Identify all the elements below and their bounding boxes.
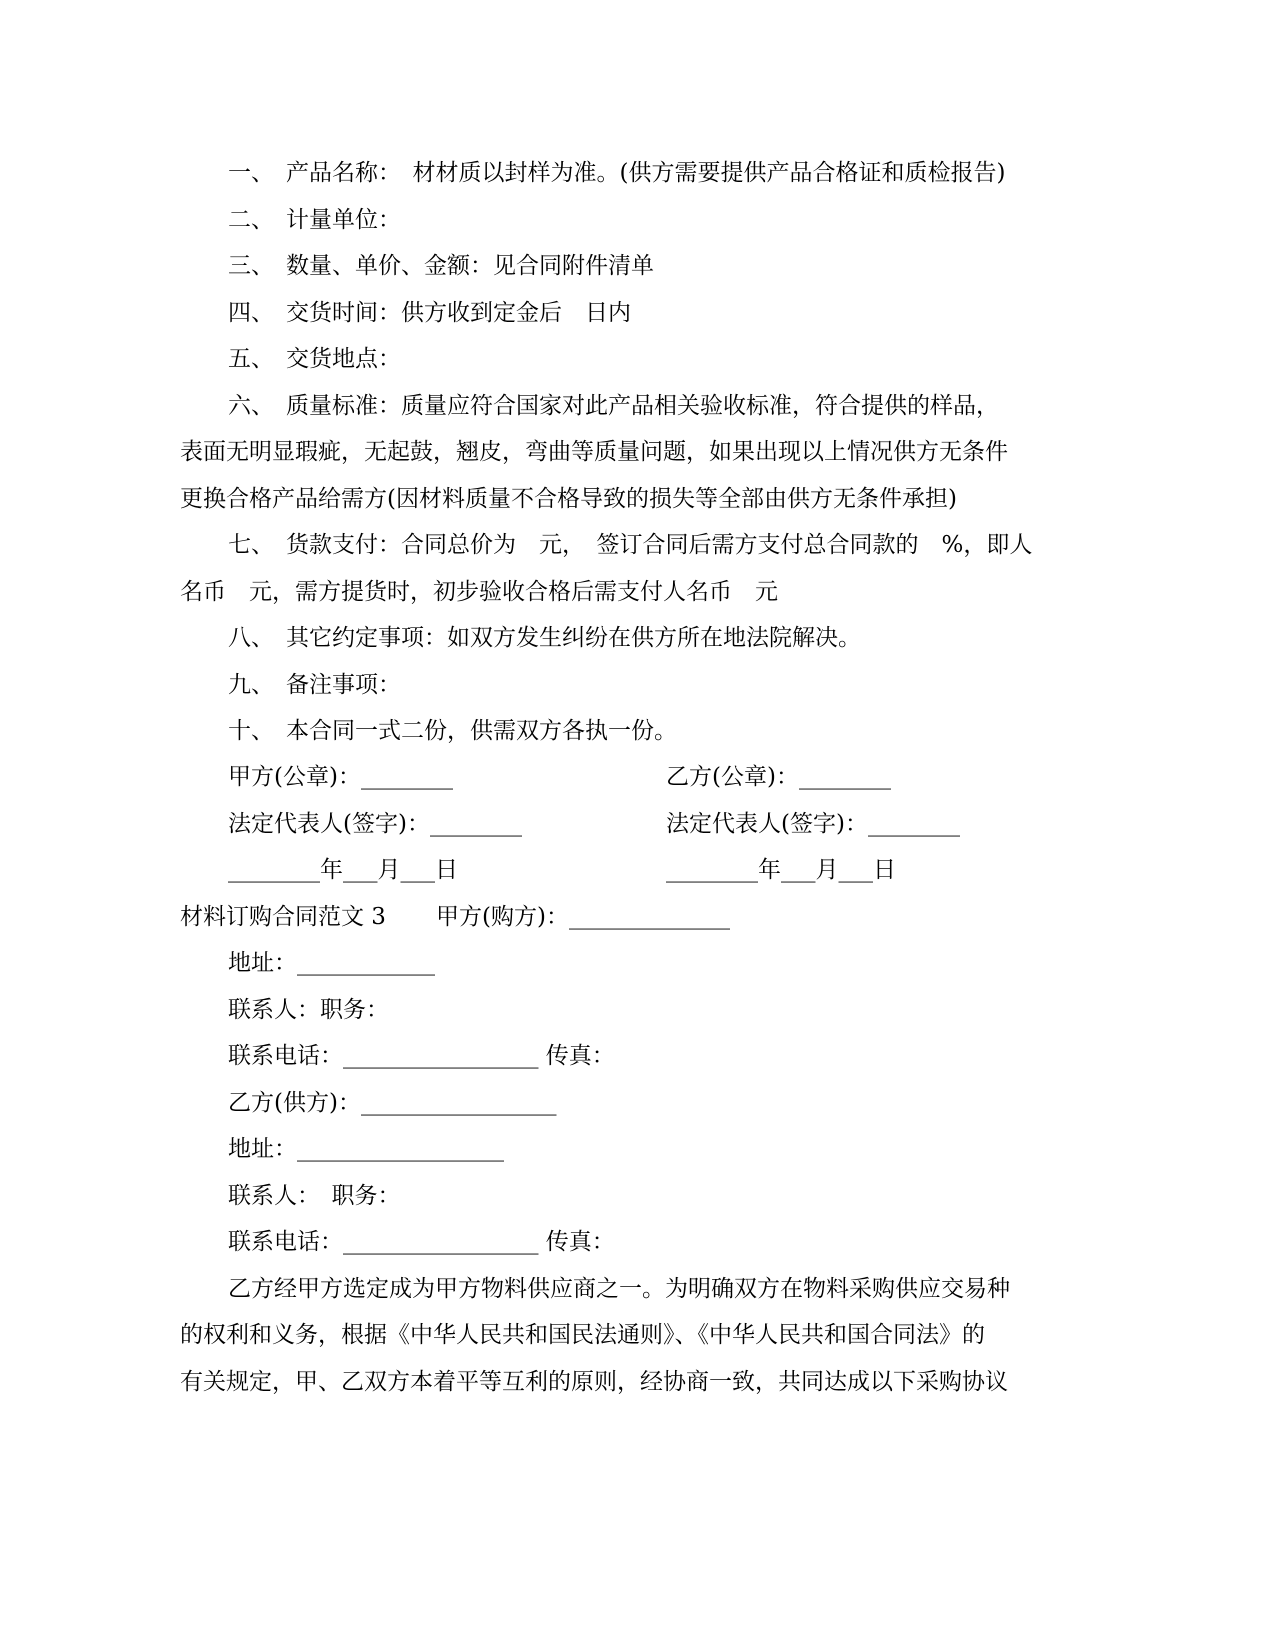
seller-address: 地址：__________________ — [228, 1136, 504, 1162]
intro-paragraph-line: 的权利和义务，根据《中华人民共和国民法通则》、《中华人民共和国合同法》的 — [180, 1322, 985, 1348]
party-a-representative: 法定代表人(签字)：________ — [228, 811, 522, 837]
clause-4 — [228, 298, 631, 328]
clause-7-continuation: 名币 元，需方提货时，初步验收合格后需支付人名币 元 — [180, 579, 778, 605]
clause-2 — [228, 205, 401, 235]
signature-row-date — [228, 855, 896, 885]
clause-8 — [228, 623, 861, 653]
seller-party: 乙方(供方)：_________________ — [228, 1090, 557, 1116]
signature-row-representative — [228, 809, 960, 839]
party-a-date: ________年___月___日 — [228, 857, 458, 883]
party-a-seal: 甲方(公章)：________ — [228, 764, 453, 790]
clause-number: 六、 — [228, 393, 274, 419]
party-b-representative: 法定代表人(签字)：________ — [666, 811, 960, 837]
clause-text: 其它约定事项：如双方发生纠纷在供方所在地法院解决。 — [286, 625, 861, 651]
seller-phone-fax: 联系电话：_________________ 传真： — [228, 1229, 615, 1255]
buyer-address: 地址：____________ — [228, 950, 435, 976]
clause-text: 本合同一式二份，供需双方各执一份。 — [286, 718, 677, 744]
clause-9 — [228, 670, 401, 700]
clause-text: 质量标准：质量应符合国家对此产品相关验收标准，符合提供的样品， — [286, 393, 999, 419]
clause-5 — [228, 344, 401, 374]
clause-text: 备注事项： — [286, 672, 401, 698]
clause-number: 三、 — [228, 253, 274, 279]
buyer-party: 甲方(购方)：______________ — [436, 904, 730, 930]
clause-text: 计量单位： — [286, 207, 401, 233]
clause-1 — [228, 158, 1005, 188]
clause-6 — [228, 391, 999, 421]
buyer-phone-fax: 联系电话：_________________ 传真： — [228, 1043, 615, 1069]
clause-10 — [228, 716, 677, 746]
clause-number: 七、 — [228, 532, 274, 558]
intro-paragraph-line: 乙方经甲方选定成为甲方物料供应商之一。为明确双方在物料采购供应交易种 — [228, 1276, 1010, 1302]
party-b-date: ________年___月___日 — [666, 857, 896, 883]
clause-number: 二、 — [228, 207, 274, 233]
clause-text: 交货地点： — [286, 346, 401, 372]
signature-row-seal — [228, 762, 891, 792]
section-3-title: 材料订购合同范文 3 — [180, 904, 386, 930]
clause-6-continuation: 表面无明显瑕疵，无起鼓，翘皮，弯曲等质量问题，如果出现以上情况供方无条件 — [180, 439, 1008, 465]
clause-text: 交货时间：供方收到定金后 日内 — [286, 300, 631, 326]
party-b-seal: 乙方(公章)：________ — [666, 764, 891, 790]
seller-contact: 联系人： 职务： — [228, 1183, 401, 1209]
clause-3 — [228, 251, 654, 281]
clause-number: 八、 — [228, 625, 274, 651]
buyer-contact: 联系人：职务： — [228, 997, 389, 1023]
clause-text: 货款支付：合同总价为 元， 签订合同后需方支付总合同款的 %，即人 — [286, 532, 1033, 558]
clause-text: 产品名称： 材材质以封样为准。(供方需要提供产品合格证和质检报告) — [286, 160, 1006, 186]
clause-7 — [228, 530, 1032, 560]
clause-number: 一、 — [228, 160, 274, 186]
clause-text: 数量、单价、金额：见合同附件清单 — [286, 253, 654, 279]
clause-6-continuation: 更换合格产品给需方(因材料质量不合格导致的损失等全部由供方无条件承担) — [180, 486, 957, 512]
clause-number: 九、 — [228, 672, 274, 698]
intro-paragraph-line: 有关规定，甲、乙双方本着平等互利的原则，经协商一致，共同达成以下采购协议 — [180, 1369, 1008, 1395]
clause-number: 五、 — [228, 346, 274, 372]
clause-number: 十、 — [228, 718, 274, 744]
clause-number: 四、 — [228, 300, 274, 326]
